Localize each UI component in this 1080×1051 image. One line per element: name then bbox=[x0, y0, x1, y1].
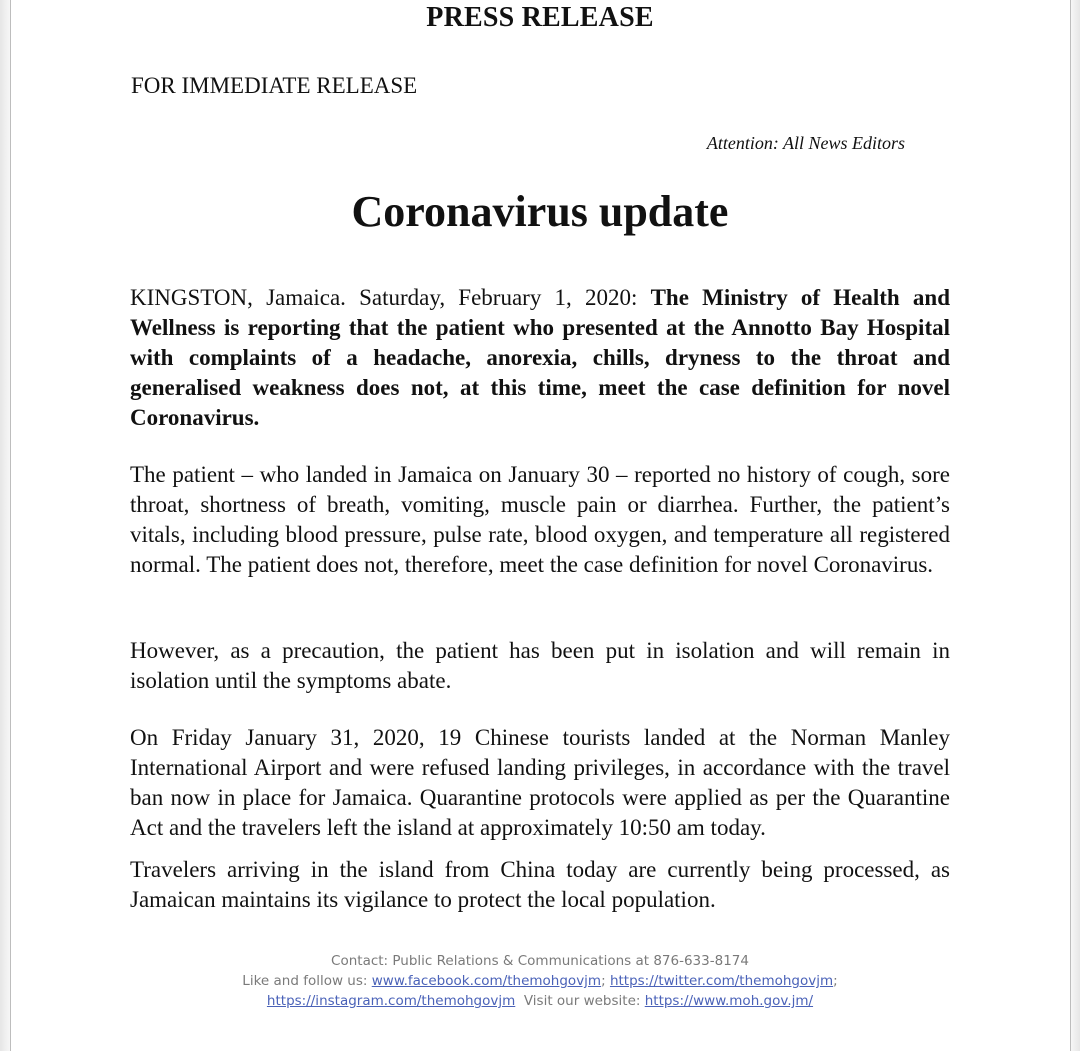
website-link[interactable]: https://www.moh.gov.jm/ bbox=[644, 993, 814, 1009]
paragraph-4: On Friday January 31, 2020, 19 Chinese tourists landed at the Norman Manley International Airport and were refused landing privileges, in accordance with the travel ban now in place for Jamaica. Quarantine protocols were applied as per the Quarantine Act and the travelers left the island at approximately 10:50 am today. bbox=[130, 725, 950, 840]
release-timing-line: FOR IMMEDIATE RELEASE bbox=[131, 73, 418, 98]
facebook-link[interactable]: www.facebook.com/themohgovjm bbox=[371, 973, 602, 989]
document-headline: Coronavirus update bbox=[351, 187, 729, 236]
paragraph-1 bbox=[130, 283, 950, 433]
instagram-link[interactable]: https://instagram.com/themohgovjm bbox=[266, 993, 516, 1009]
web-line bbox=[0, 991, 1080, 1011]
paragraph-5: Travelers arriving in the island from China today are currently being processed, as Jamaican maintains its vigilance to protect the local population. bbox=[130, 857, 950, 912]
page-left-edge bbox=[0, 0, 11, 1051]
paragraph-2: The patient – who landed in Jamaica on January 30 – reported no history of cough, sore throat, shortness of breath, vomiting, muscle pain or diarrhea. Further, the patient’s vitals, including blood pressure, pulse rate, blood oxygen, and temperature all registered normal. The patient does not, therefore, meet the case definition for novel Coronavirus. bbox=[130, 462, 950, 577]
attention-line: Attention: All News Editors bbox=[706, 133, 905, 153]
separator: ; bbox=[601, 973, 610, 989]
website-label: Visit our website: bbox=[515, 993, 645, 1009]
separator: ; bbox=[833, 973, 838, 989]
twitter-link[interactable]: https://twitter.com/themohgovjm bbox=[609, 973, 834, 989]
lead-statement: The Ministry of Health and Wellness is reporting that the patient who presented at the Annotto Bay Hospital with complaints of a headache, anorexia, chills, dryness to the throat and generalised weakness does not, at this time, meet the case definition for novel Coronavirus. bbox=[130, 285, 950, 430]
dateline: KINGSTON, Jamaica. Saturday, February 1, 2020: bbox=[130, 285, 651, 310]
contact-footer bbox=[0, 951, 1080, 1011]
follow-label: Like and follow us: bbox=[242, 973, 372, 989]
press-release-heading: PRESS RELEASE bbox=[426, 2, 654, 33]
social-line bbox=[0, 971, 1080, 991]
paragraph-3: However, as a precaution, the patient has been put in isolation and will remain in isolation until the symptoms abate. bbox=[130, 638, 950, 693]
page-right-edge bbox=[1070, 0, 1080, 1051]
contact-line: Contact: Public Relations & Communications at 876-633-8174 bbox=[331, 953, 749, 969]
